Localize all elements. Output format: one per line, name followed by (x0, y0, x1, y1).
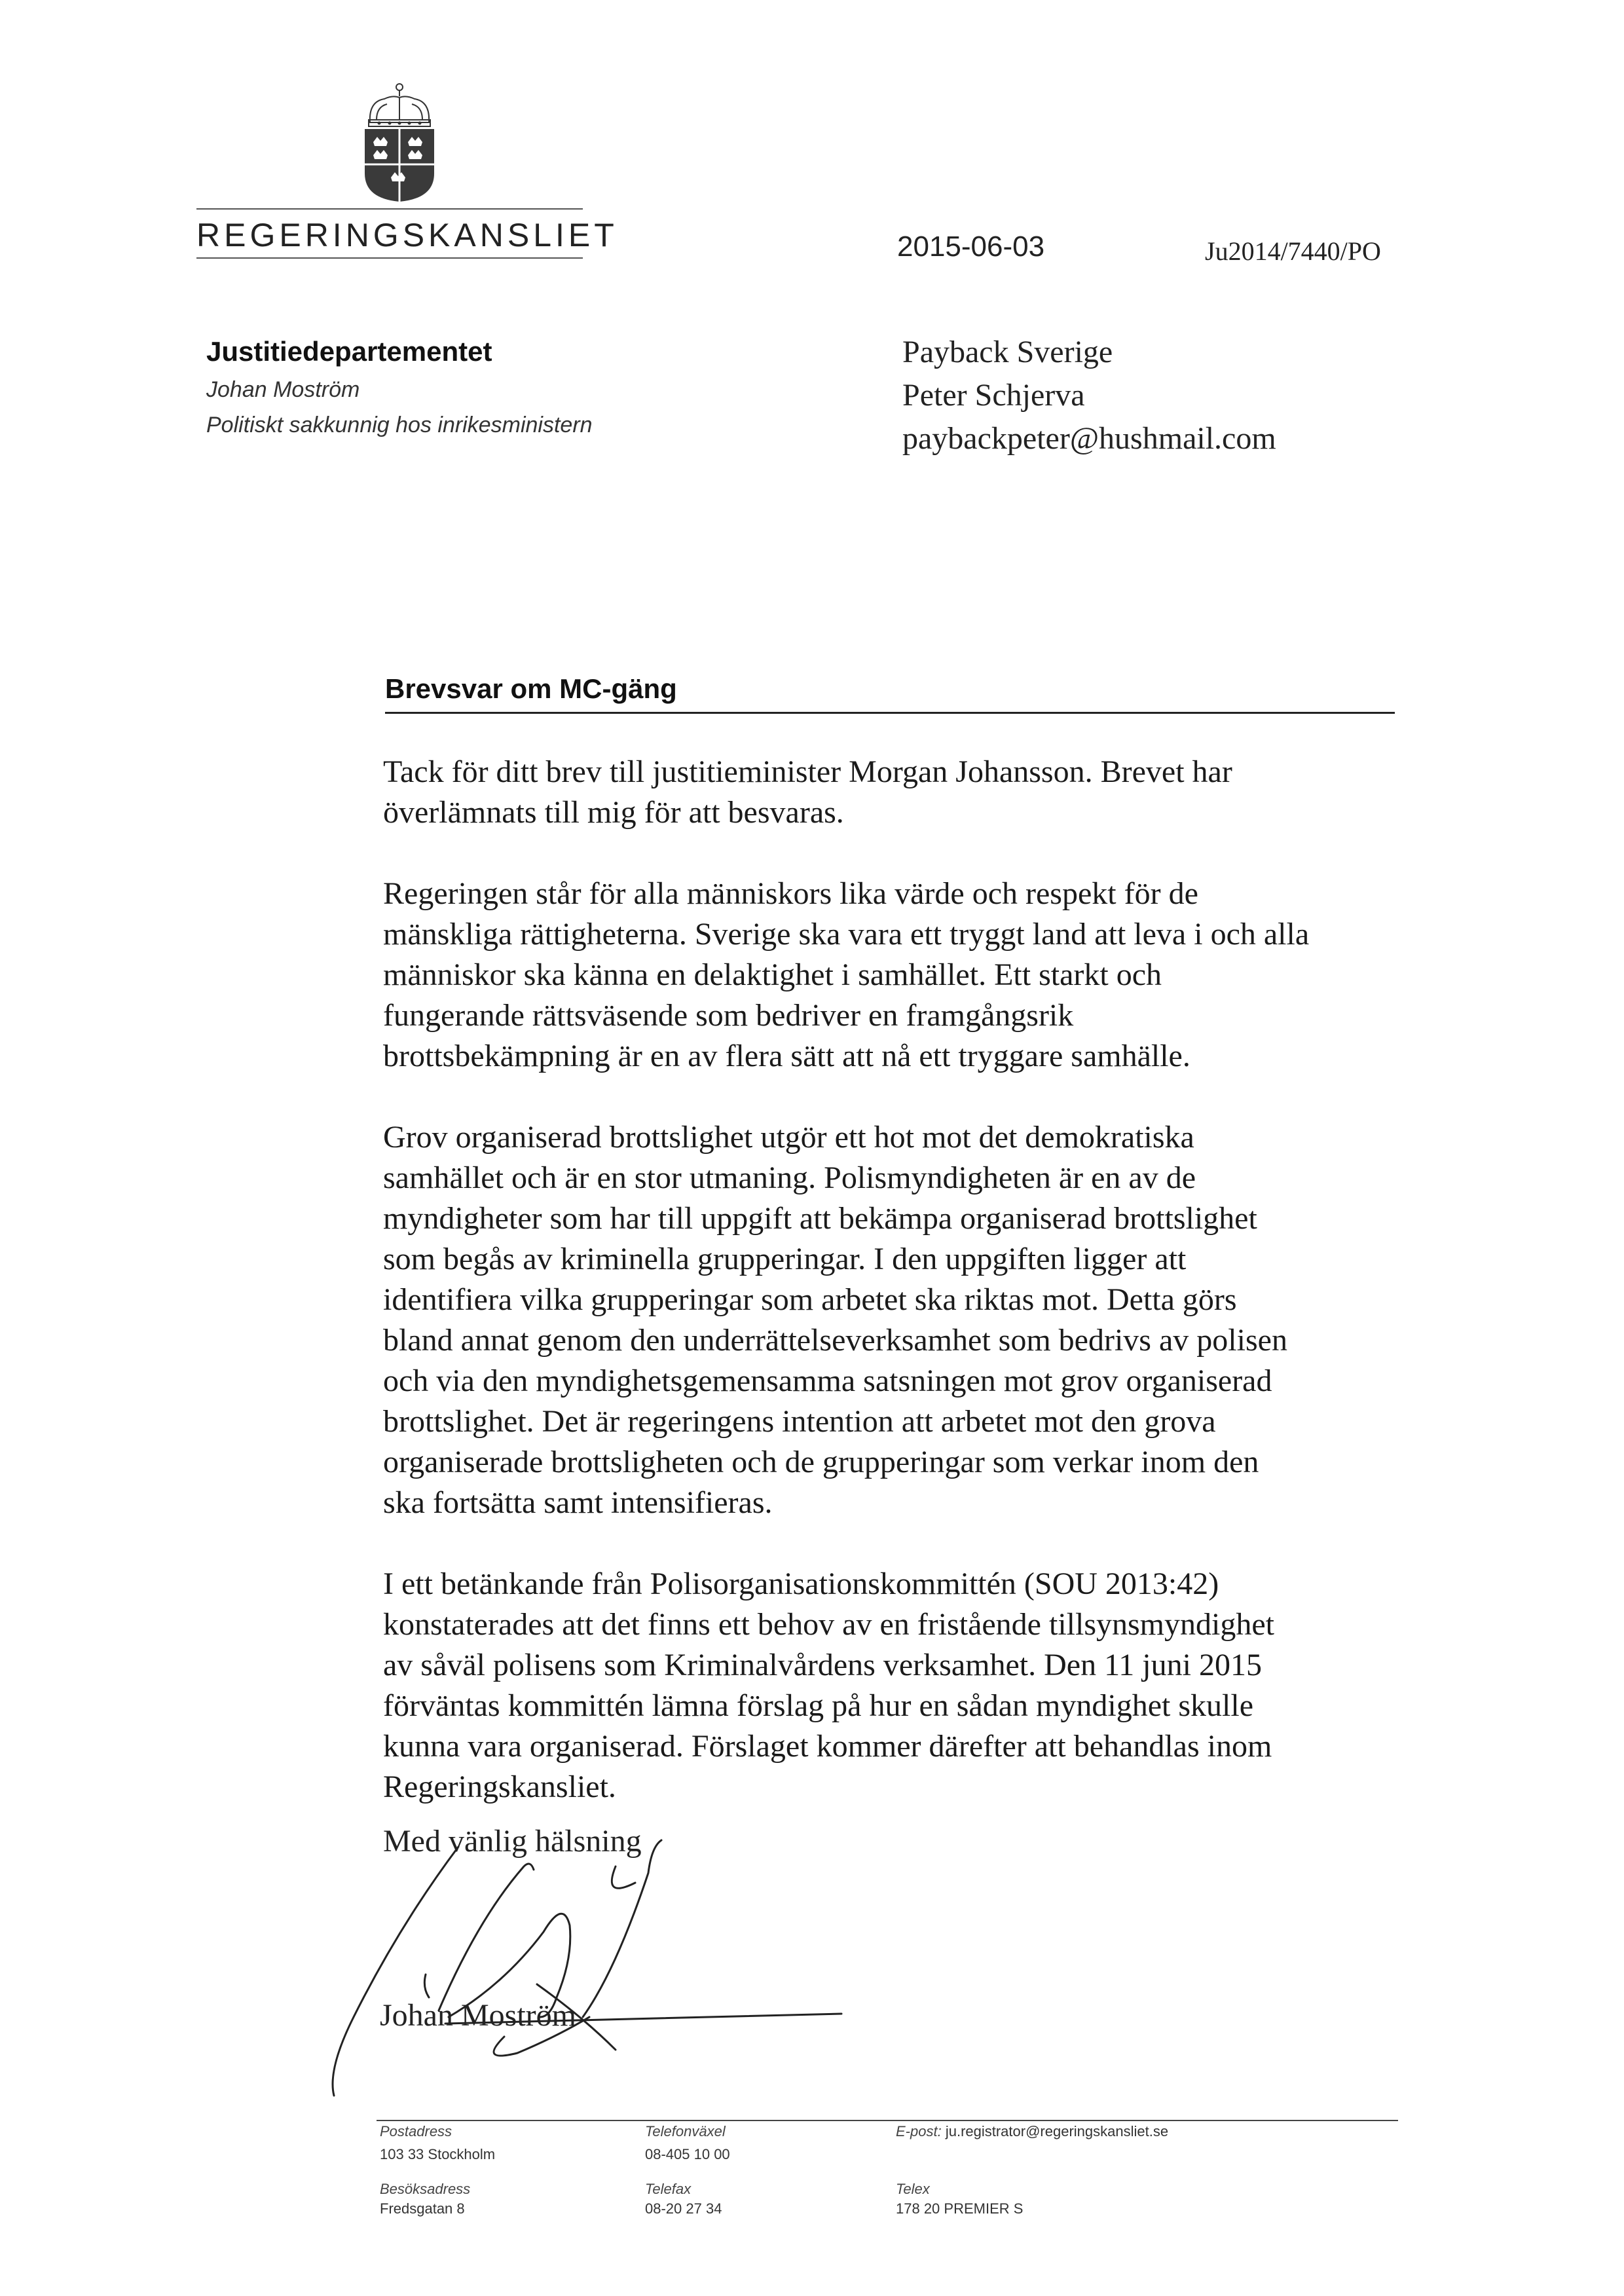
postal-address-value: 103 33 Stockholm (380, 2146, 496, 2162)
handwritten-signature (308, 1821, 871, 2102)
recipient-name: Peter Schjerva (902, 378, 1085, 413)
body-paragraph: Regeringen står för alla människors lika värde och respekt för de mänskliga rättigheterna. Sverige ska vara ett tryggt land att leva i och alla människor ska känna en delaktighet i samhället. Ett starkt och fungerande rättsväsende som bedriver en framgångsrik brottsbekämpning är en av flera sätt att nå ett tryggare samhälle. (383, 876, 1310, 1073)
visiting-address-value: Fredsgatan 8 (380, 2200, 465, 2217)
email-label: E-post: (896, 2123, 942, 2139)
organization-name: REGERINGSKANSLIET (196, 217, 618, 253)
subject-rule (385, 712, 1395, 714)
logo-bottom-rule (196, 257, 583, 259)
letter-subject: Brevsvar om MC-gäng (385, 673, 677, 704)
government-crest-logo (350, 82, 449, 203)
letter-date: 2015-06-03 (897, 231, 1045, 263)
sender-name: Johan Moström (206, 377, 360, 402)
email-value: ju.registrator@regeringskansliet.se (945, 2123, 1169, 2139)
letter-body (383, 752, 1405, 1848)
logo-top-rule (196, 208, 583, 210)
fax-label: Telefax (645, 2181, 692, 2197)
signer-name: Johan Moström (380, 1998, 576, 2033)
sender-title: Politiskt sakkunnig hos inrikesministern (206, 413, 593, 437)
recipient-organization: Payback Sverige (902, 335, 1113, 369)
recipient-email: paybackpeter@hushmail.com (902, 421, 1276, 456)
phone-label: Telefonväxel (645, 2123, 726, 2139)
sender-department: Justitiedepartementet (206, 336, 492, 367)
telex-label: Telex (896, 2181, 930, 2197)
visiting-address-label: Besöksadress (380, 2181, 471, 2197)
postal-address-label: Postadress (380, 2123, 452, 2139)
phone-value: 08-405 10 00 (645, 2146, 730, 2162)
body-paragraph: Tack för ditt brev till justitieminister Morgan Johansson. Brevet har överlämnats till mig för att besvaras. (383, 754, 1232, 830)
email-line (896, 2123, 1168, 2140)
fax-value: 08-20 27 34 (645, 2200, 722, 2217)
body-paragraph: Grov organiserad brottslighet utgör ett hot mot det demokratiska samhället och är en stor utmaning. Polismyndigheten är en av de myndigheter som har till uppgift att bekämpa organiserad brottslighet som begås av kriminella grupperingar. I den uppgiften ligger att identifiera vilka grupperingar som arbetet ska riktas mot. Detta görs bland annat genom den underrättelseverksamhet som bedrivs av polisen och via den myndighetsgemensamma satsningen mot grov organiserad brottslighet. Det är regeringens intention att arbetet mot den grova organiserade brottsligheten och de grupperingar som verkar inom den ska fortsätta samt intensifieras. (383, 1120, 1287, 1520)
footer-rule (377, 2120, 1398, 2121)
telex-value: 178 20 PREMIER S (896, 2200, 1024, 2217)
closing-phrase: Med vänlig hälsning (383, 1824, 642, 1859)
reference-number: Ju2014/7440/PO (1205, 236, 1381, 266)
body-paragraph: I ett betänkande från Polisorganisationskommittén (SOU 2013:42) konstaterades att det finns ett behov av en fristående tillsynsmyndighet av såväl polisens som Kriminalvårdens verksamhet. Den 11 juni 2015 förväntas kommittén lämna förslag på hur en sådan myndighet skulle kunna vara organiserad. Förslaget kommer därefter att behandlas inom Regeringskansliet. (383, 1566, 1274, 1804)
